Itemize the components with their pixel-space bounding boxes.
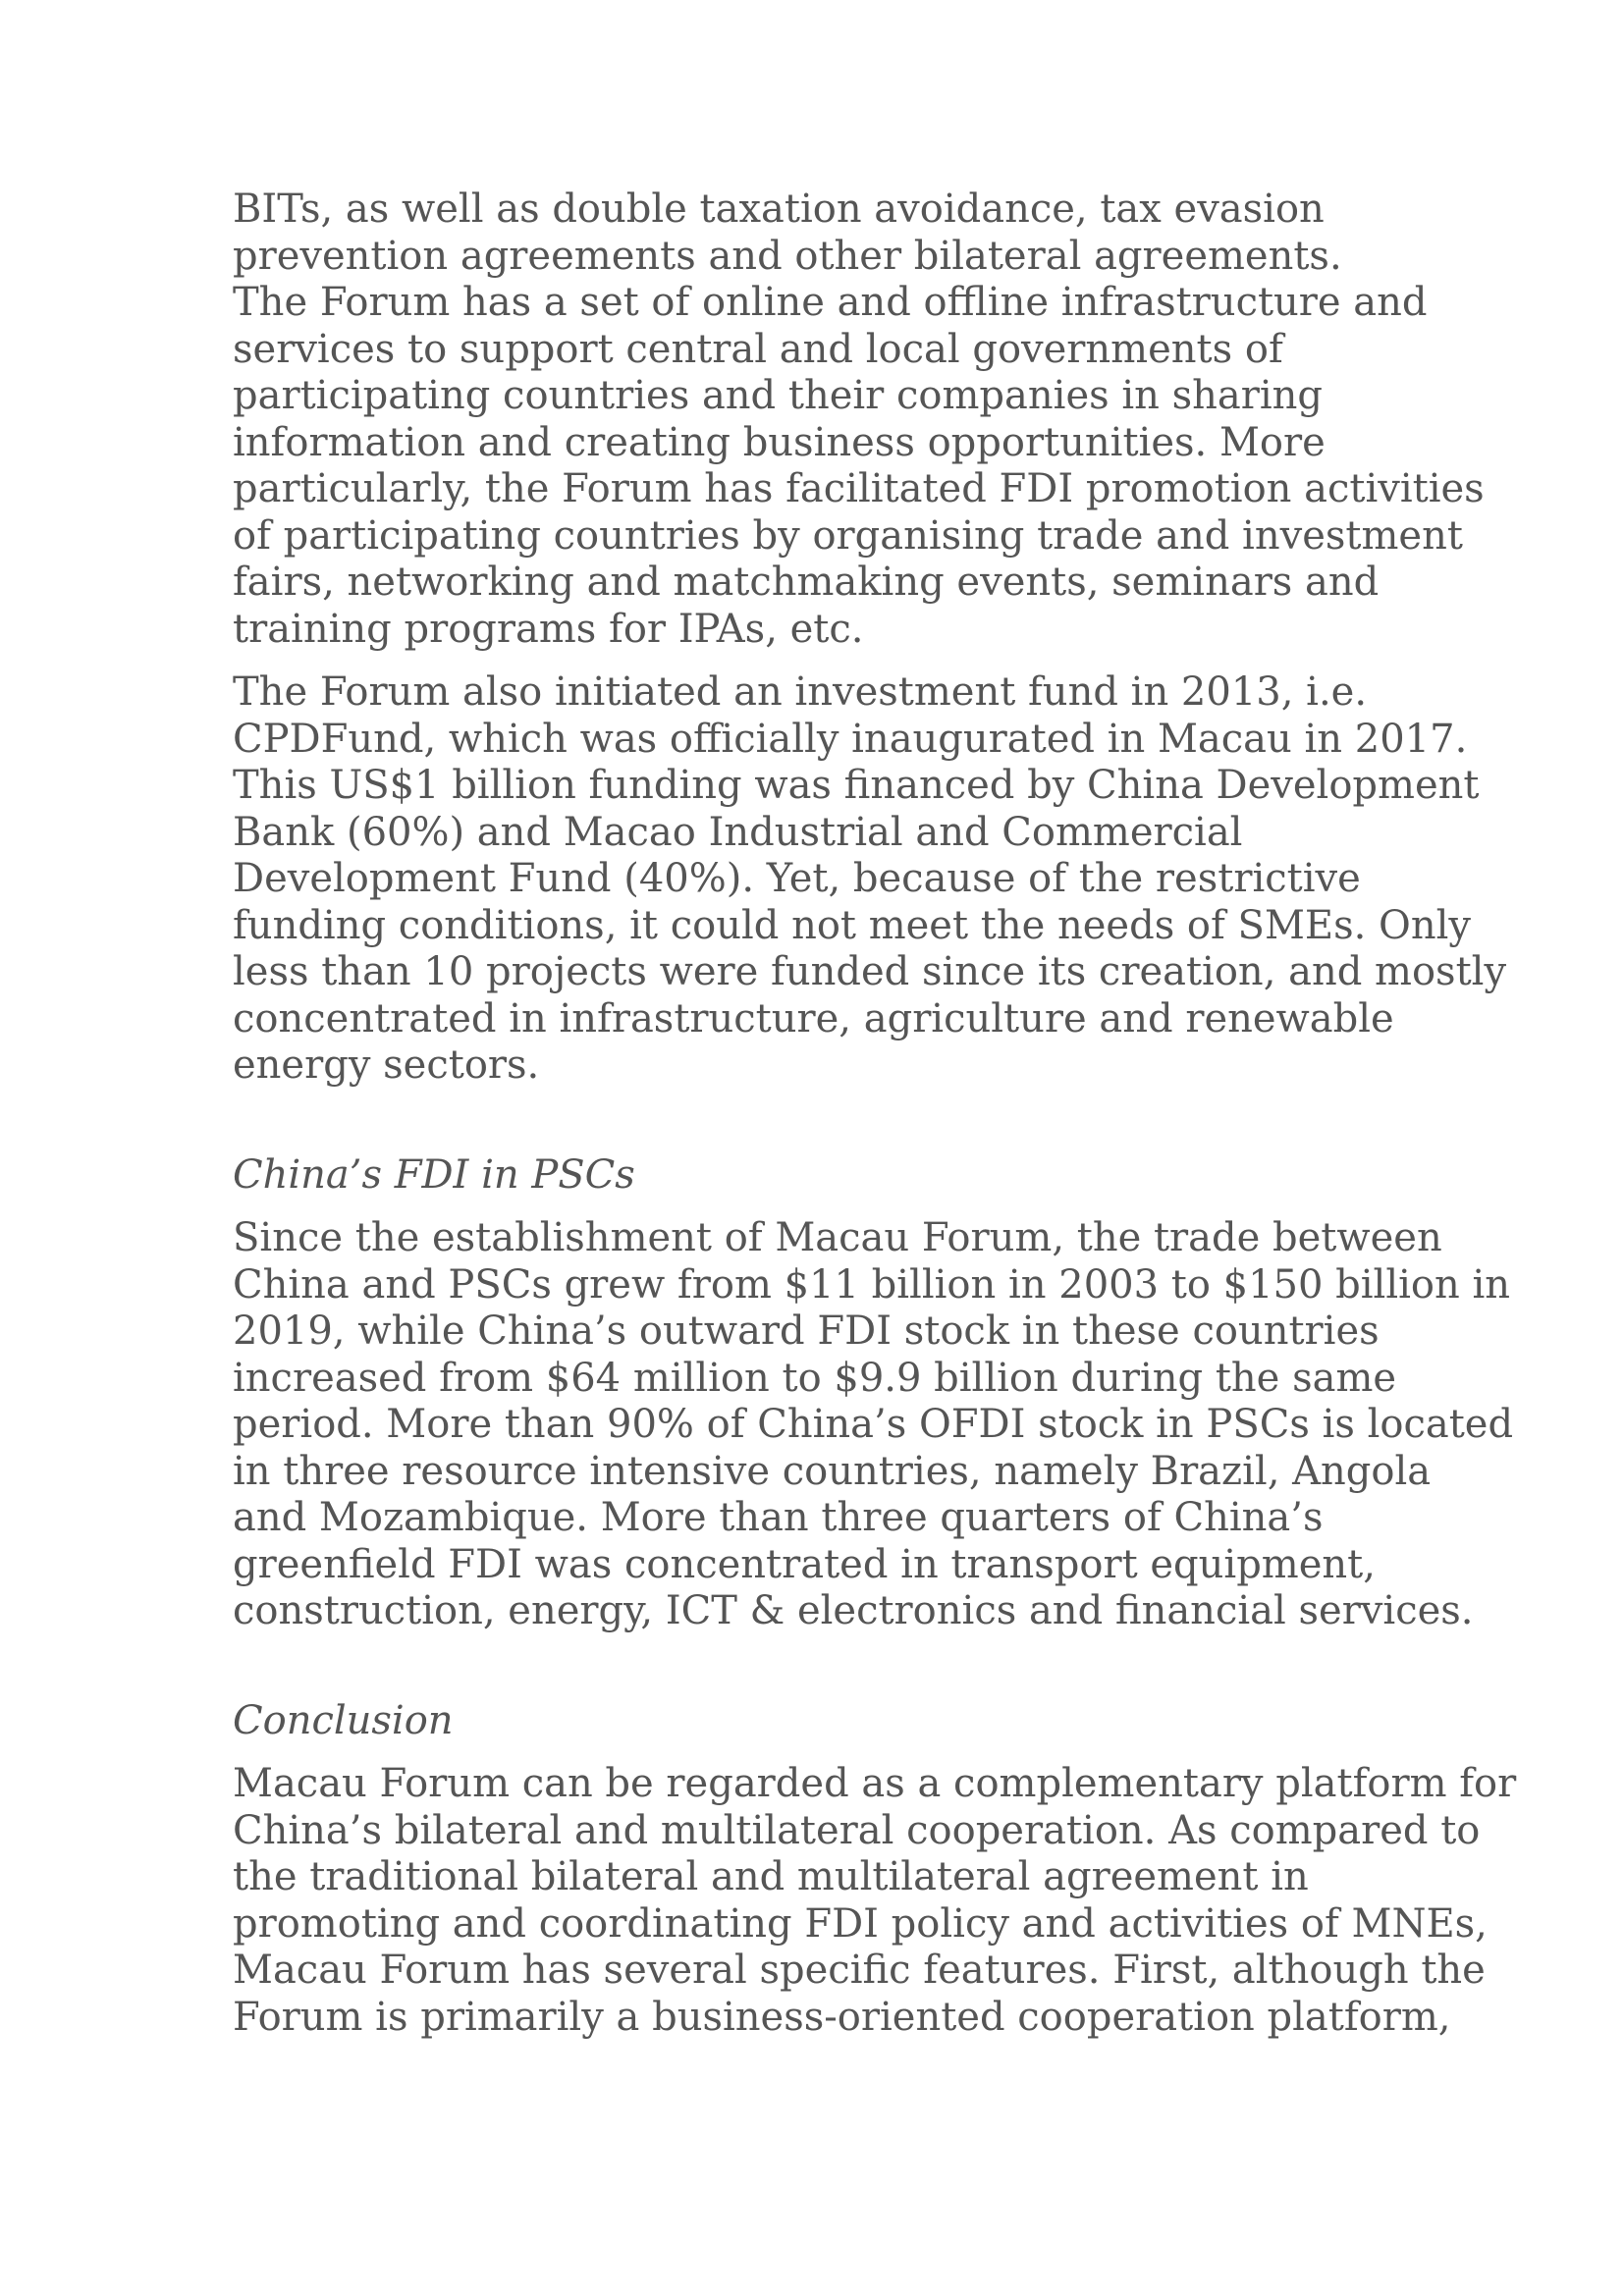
text-line: construction, energy, ICT & electronics and financial services. <box>233 1588 1474 1633</box>
section-spacer <box>233 1635 1431 1698</box>
text-line: information and creating business opportunities. More <box>233 419 1326 465</box>
paragraph-spacer <box>233 653 1431 669</box>
text-line: promoting and coordinating FDI policy and activities of MNEs, <box>233 1900 1488 1947</box>
text-line: BITs, as well as double taxation avoidance, tax evasion <box>233 187 1325 232</box>
text-line: This US$1 billion funding was financed by China Development <box>233 763 1480 808</box>
section-spacer <box>233 1090 1431 1152</box>
text-line: Since the establishment of Macau Forum, the trade between <box>233 1215 1442 1260</box>
text-line: greenfield FDI was concentrated in transport equipment, <box>233 1541 1376 1587</box>
text-line: China’s bilateral and multilateral cooperation. As compared to <box>233 1807 1481 1853</box>
heading-spacer <box>233 1199 1431 1215</box>
text-line: Bank (60%) and Macao Industrial and Commercial <box>233 809 1243 855</box>
paragraph-china-fdi <box>233 1215 1514 1635</box>
text-line: Macau Forum can be regarded as a complementary platform for <box>233 1761 1517 1806</box>
text-line: Forum is primarily a business-oriented cooperation platform, <box>233 1994 1451 2040</box>
text-line: of participating countries by organising trade and investment <box>233 512 1463 559</box>
paragraph-investment-fund <box>233 669 1507 1090</box>
text-line: participating countries and their companies in sharing <box>233 373 1324 418</box>
paragraph-conclusion <box>233 1761 1517 2041</box>
text-line: concentrated in infrastructure, agriculture and renewable <box>233 995 1394 1041</box>
text-line: CPDFund, which was officially inaugurated in Macau in 2017. <box>233 716 1468 762</box>
text-line: and Mozambique. More than three quarters of China’s <box>233 1495 1324 1540</box>
section-heading-china-fdi: China’s FDI in PSCs <box>233 1151 635 1198</box>
text-line: Macau Forum has several specific features. First, although the <box>233 1948 1486 1993</box>
text-line: China and PSCs grew from $11 billion in 2003 to $150 billion in <box>233 1261 1511 1308</box>
text-line: particularly, the Forum has facilitated FDI promotion activities <box>233 466 1485 511</box>
text-line: less than 10 projects were funded since its creation, and mostly <box>233 949 1507 994</box>
text-line: fairs, networking and matchmaking events, seminars and <box>233 560 1380 605</box>
document-page <box>233 187 1517 2041</box>
section-heading-conclusion: Conclusion <box>233 1697 454 1743</box>
text-line: Development Fund (40%). Yet, because of the restrictive <box>233 856 1361 901</box>
text-line: services to support central and local governments of <box>233 326 1283 372</box>
text-line: funding conditions, it could not meet the needs of SMEs. Only <box>233 902 1471 948</box>
text-line: in three resource intensive countries, namely Brazil, Angola <box>233 1448 1432 1494</box>
text-line: 2019, while China’s outward FDI stock in these countries <box>233 1308 1380 1354</box>
text-line: The Forum has a set of online and offline infrastructure and <box>233 280 1428 325</box>
text-line: increased from $64 million to $9.9 billion during the same <box>233 1355 1397 1401</box>
paragraph-forum-services <box>233 187 1485 653</box>
text-line: the traditional bilateral and multilateral agreement in <box>233 1854 1309 1899</box>
text-line: energy sectors. <box>233 1042 540 1088</box>
text-line: prevention agreements and other bilateral agreements. <box>233 233 1342 279</box>
text-line: period. More than 90% of China’s OFDI stock in PSCs is located <box>233 1402 1514 1447</box>
heading-spacer <box>233 1744 1431 1761</box>
text-line: The Forum also initiated an investment fund in 2013, i.e. <box>233 669 1368 715</box>
text-line: training programs for IPAs, etc. <box>233 606 864 652</box>
